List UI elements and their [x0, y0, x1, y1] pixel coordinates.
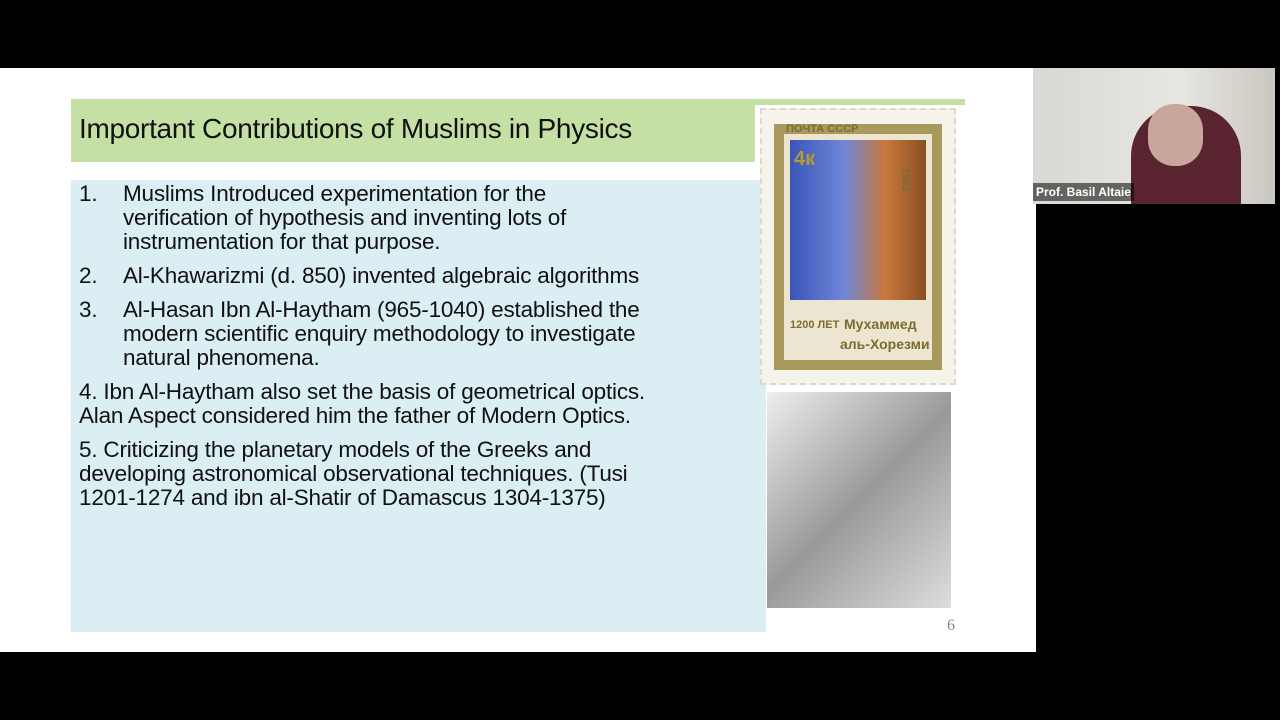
page-number: 6 [947, 617, 955, 634]
item-number: 1. [79, 181, 98, 206]
item-line: Muslims Introduced experimentation for the [123, 181, 547, 206]
list-item [79, 438, 627, 510]
stamp-text: 1200 ЛЕТ [790, 319, 840, 331]
engraving-portrait-image [767, 392, 951, 608]
stamp-text: 4к [794, 148, 816, 170]
participant-head [1148, 104, 1203, 166]
stamp-text: ПОЧТА СССР [786, 123, 859, 135]
item-line: 5. Criticizing the planetary models of the Greeks and [79, 437, 592, 462]
item-line: 1201-1274 and ibn al-Shatir of Damascus 1304-1375) [79, 485, 606, 510]
item-line: developing astronomical observational techniques. (Tusi [79, 461, 628, 486]
item-line: Al-Hasan Ibn Al-Haytham (965-1040) established the [123, 297, 640, 322]
stamp-text: Мухаммед [844, 316, 917, 332]
item-number: 2. [79, 263, 98, 288]
item-line: Alan Aspect considered him the father of Modern Optics. [79, 403, 631, 428]
item-line: instrumentation for that purpose. [123, 229, 441, 254]
item-line: modern scientific enquiry methodology to investigate [123, 321, 636, 346]
slide-title: Important Contributions of Muslims in Physics [79, 113, 632, 144]
item-line: verification of hypothesis and inventing lots of [123, 205, 567, 230]
content-box [71, 180, 766, 632]
item-line: natural phenomena. [123, 345, 320, 370]
stamp-text: аль-Хорезми [840, 336, 930, 352]
participant-name-label: Prof. Basil Altaie [1033, 183, 1134, 201]
soviet-stamp-image [760, 108, 956, 385]
participant-video-tile[interactable] [1033, 68, 1275, 204]
list-item [79, 380, 645, 428]
item-line: 4. Ibn Al-Haytham also set the basis of geometrical optics. [79, 379, 645, 404]
title-bar [71, 99, 755, 162]
stamp-text: 1983 [899, 168, 911, 191]
item-number: 3. [79, 297, 98, 322]
shared-slide [0, 68, 1036, 652]
item-line: Al-Khawarizmi (d. 850) invented algebraic algorithms [123, 263, 640, 288]
